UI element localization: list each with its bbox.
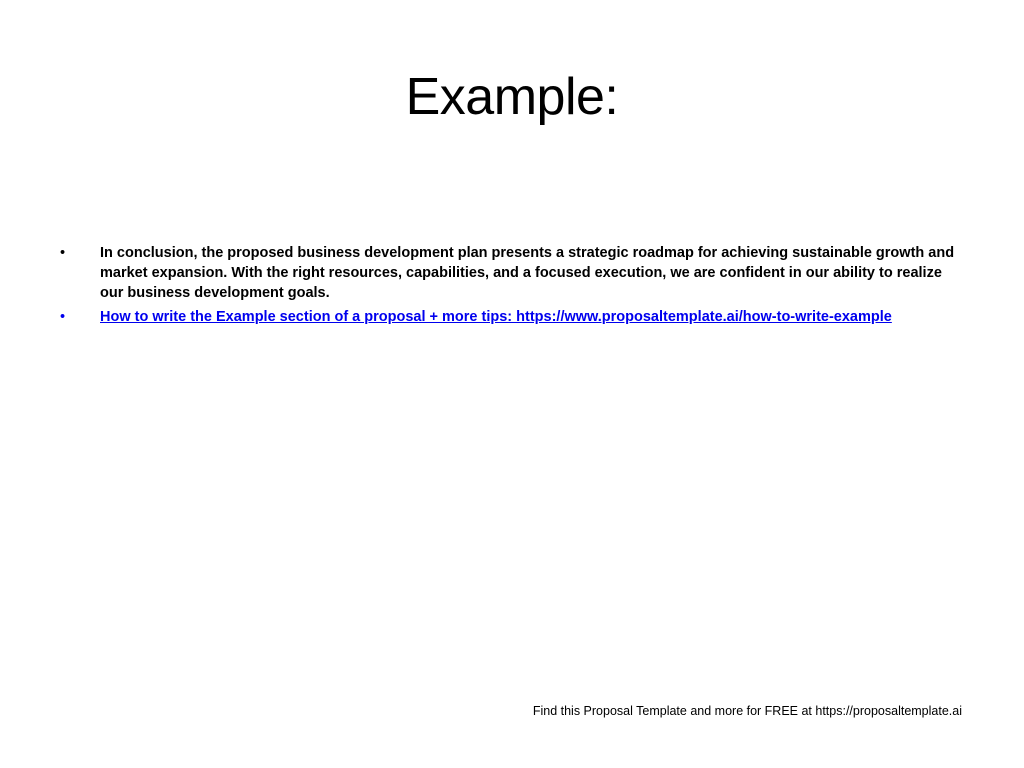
conclusion-paragraph: In conclusion, the proposed business development plan presents a strategic roadmap for achieving sustainable growth and market expansion. With the right resources, capabilities, and a focused execution, we are confident in our ability to realize our business development goals. [100,245,955,301]
bullet-list [58,243,958,331]
how-to-write-link[interactable]: How to write the Example section of a proposal + more tips: https://www.proposaltemplate.ai/how-to-write-example [100,309,892,325]
slide-title: Example: [405,68,619,126]
bullet-marker: • [60,245,66,261]
bullet-item [58,307,958,327]
footer-note: Find this Proposal Template and more for FREE at https://proposaltemplate.ai [532,704,962,718]
bullet-marker: • [60,309,66,325]
bullet-item [58,243,958,303]
